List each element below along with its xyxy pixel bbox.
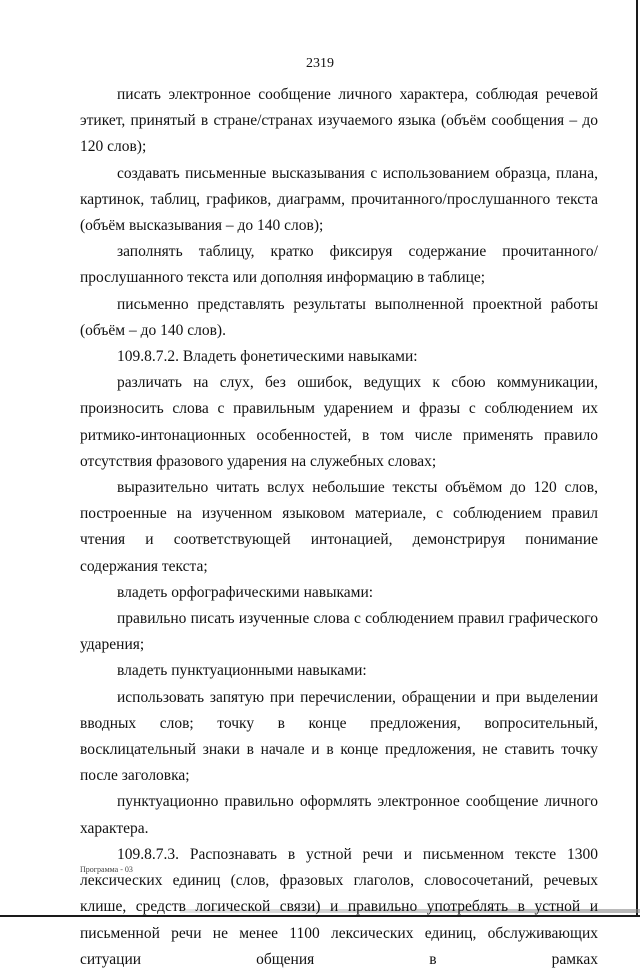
paragraph: владеть орфографическими навыками:: [117, 583, 374, 601]
page-number: 2319: [306, 56, 334, 71]
paragraph: писать электронное сообщение личного характера, соблюдая речевой этикет, принятый в стране/странах изучаемого языка (объём сообщения – до 120 слов);: [80, 86, 598, 156]
footer-label: Программа - 03: [80, 865, 133, 874]
section-heading: 109.8.7.2. Владеть фонетическими навыками:: [117, 348, 418, 366]
paragraph: создавать письменные высказывания с использованием образца, плана, картинок, таблиц, графиков, диаграмм, прочитанного/прослушанного текста (объём высказывания – до 140 слов);: [80, 164, 598, 235]
page-edge-right: [636, 0, 638, 917]
paragraph: правильно писать изученные слова с соблюдением правил графического ударения;: [80, 610, 598, 654]
document-body: [80, 82, 598, 973]
paragraph: письменно представлять результаты выполненной проектной работы (объём – до 140 слов).: [80, 295, 598, 339]
paragraph: владеть пунктуационными навыками:: [117, 662, 367, 680]
paragraph: заполнять таблицу, кратко фиксируя содержание прочитанного/ прослушанного текста или дополняя информацию в таблице;: [80, 243, 598, 287]
section-heading: 109.8.7.3. Распознавать в устной речи и письменном тексте 1300 лексических единиц (слов, фразовых глаголов, словосочетаний, речевых клише, средств логической связи) и правильно употреблять в устной и письменной речи не менее 1100 лексических единиц, обслуживающих ситуации общения в рамках: [80, 845, 598, 968]
paragraph: пунктуационно правильно оформлять электронное сообщение личного характера.: [80, 793, 598, 837]
paragraph: использовать запятую при перечислении, обращении и при выделении вводных слов; точку в конце предложения, вопросительный, восклицательный знаки в начале и в конце предложения, не ставить точку после заголовка;: [80, 688, 598, 785]
paragraph: различать на слух, без ошибок, ведущих к сбою коммуникации, произносить слова с правильным ударением и фразы с соблюдением их ритмико-интонационных особенностей, в том числе применять правило отсутствия фразового ударения на служебных словах;: [80, 374, 598, 470]
paragraph: выразительно читать вслух небольшие тексты объёмом до 120 слов, построенные на изученном языковом материале, с соблюдением правил чтения и соответствующей интонацией, демонстрируя понимание содержания текста;: [80, 479, 598, 575]
